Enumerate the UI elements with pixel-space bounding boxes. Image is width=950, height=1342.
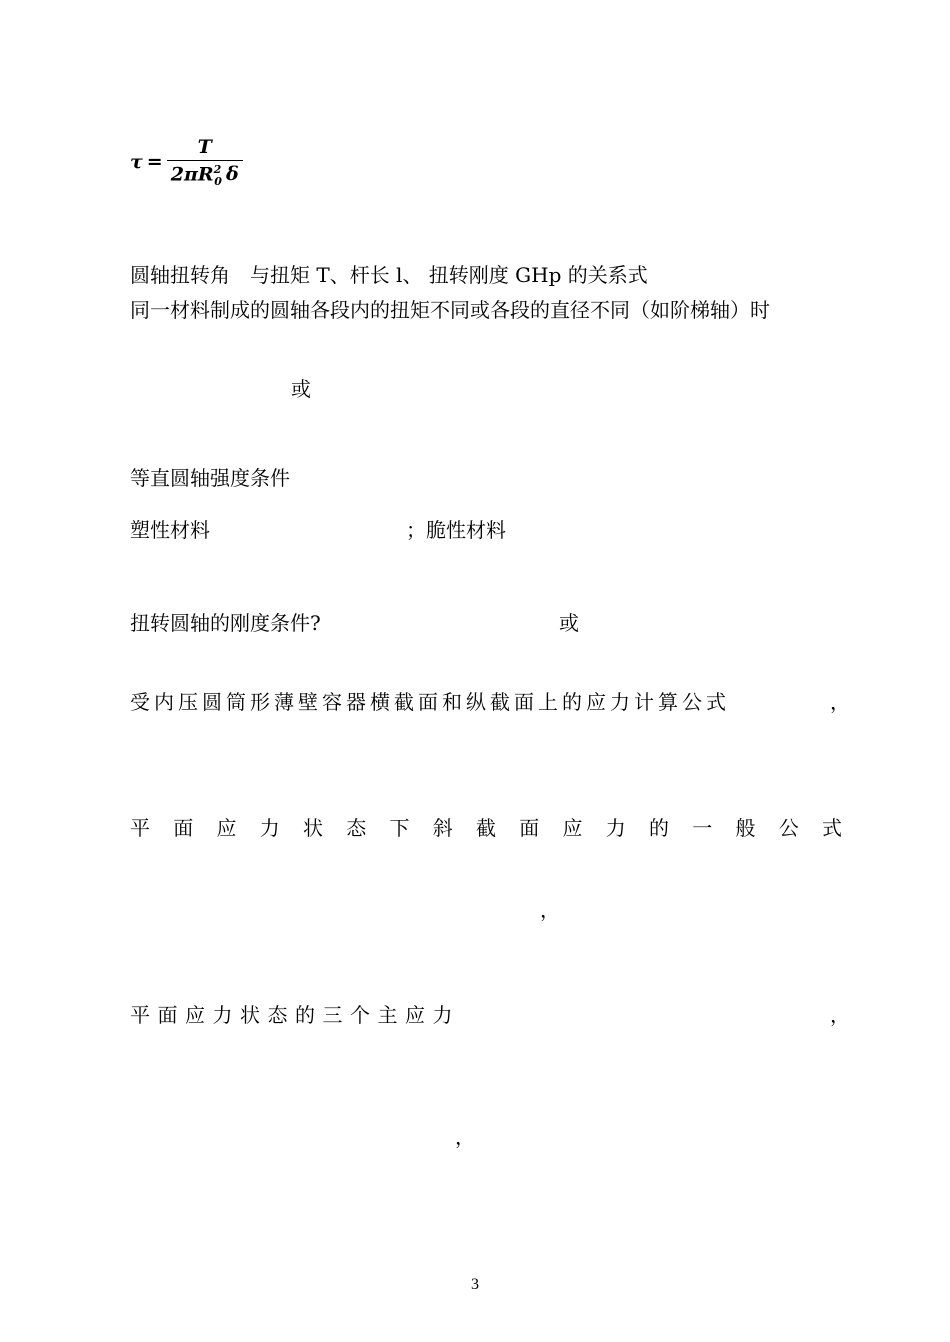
char: 力 bbox=[259, 816, 280, 840]
char: 力 bbox=[605, 816, 626, 840]
char: 下 bbox=[389, 816, 410, 840]
char: 斜 bbox=[432, 816, 453, 840]
char: 面 bbox=[519, 816, 540, 840]
oblique-section-stress-text bbox=[130, 816, 842, 840]
char: 公 bbox=[778, 816, 799, 840]
brittle-material-text: ；脆性材料 bbox=[406, 518, 506, 542]
strength-condition-text: 等直圆轴强度条件 bbox=[130, 466, 290, 490]
den-suffix: δ bbox=[225, 163, 239, 186]
formula-lhs: τ bbox=[130, 151, 143, 174]
stepped-shaft-text: 同一材料制成的圆轴各段内的扭矩不同或各段的直径不同（如阶梯轴）时 bbox=[130, 298, 770, 322]
den-prefix: 2πR bbox=[170, 163, 214, 186]
char: 应 bbox=[562, 816, 583, 840]
den-sup: 2 bbox=[213, 163, 222, 176]
or-text-1: 或 bbox=[291, 377, 311, 401]
plastic-material-text: 塑性材料 bbox=[130, 518, 210, 542]
principal-stress-text: 平面应力状态的三个主应力 bbox=[130, 1003, 460, 1027]
char: 般 bbox=[735, 816, 756, 840]
char: 状 bbox=[303, 816, 323, 840]
page-number: 3 bbox=[471, 1276, 479, 1293]
stiffness-condition-text: 扭转圆轴的刚度条件? bbox=[130, 611, 321, 635]
char: 平 bbox=[130, 816, 150, 840]
char: 应 bbox=[216, 816, 237, 840]
char: 的 bbox=[649, 816, 669, 840]
shear-stress-formula bbox=[130, 136, 243, 188]
formula-equals: = bbox=[146, 151, 163, 174]
twist-angle-text: 圆轴扭转角 与扭矩 T、杆长 l、 扭转刚度 GHp 的关系式 bbox=[130, 263, 648, 287]
or-text-2: 或 bbox=[559, 611, 579, 635]
char: 态 bbox=[346, 816, 367, 840]
comma-2: ， bbox=[540, 898, 560, 922]
comma-4: ， bbox=[455, 1125, 475, 1149]
comma-1: ， bbox=[830, 690, 850, 714]
char: 面 bbox=[173, 816, 194, 840]
formula-numerator: T bbox=[197, 136, 212, 158]
char: 式 bbox=[822, 816, 842, 840]
char: 截 bbox=[476, 816, 496, 840]
char: 一 bbox=[692, 816, 713, 840]
pressure-vessel-text: 受内压圆筒形薄壁容器横截面和纵截面上的应力计算公式 bbox=[130, 690, 730, 714]
den-sub: 0 bbox=[214, 175, 222, 189]
formula-fraction bbox=[167, 136, 243, 188]
formula-denominator bbox=[167, 161, 243, 188]
comma-3: ， bbox=[830, 1003, 850, 1027]
